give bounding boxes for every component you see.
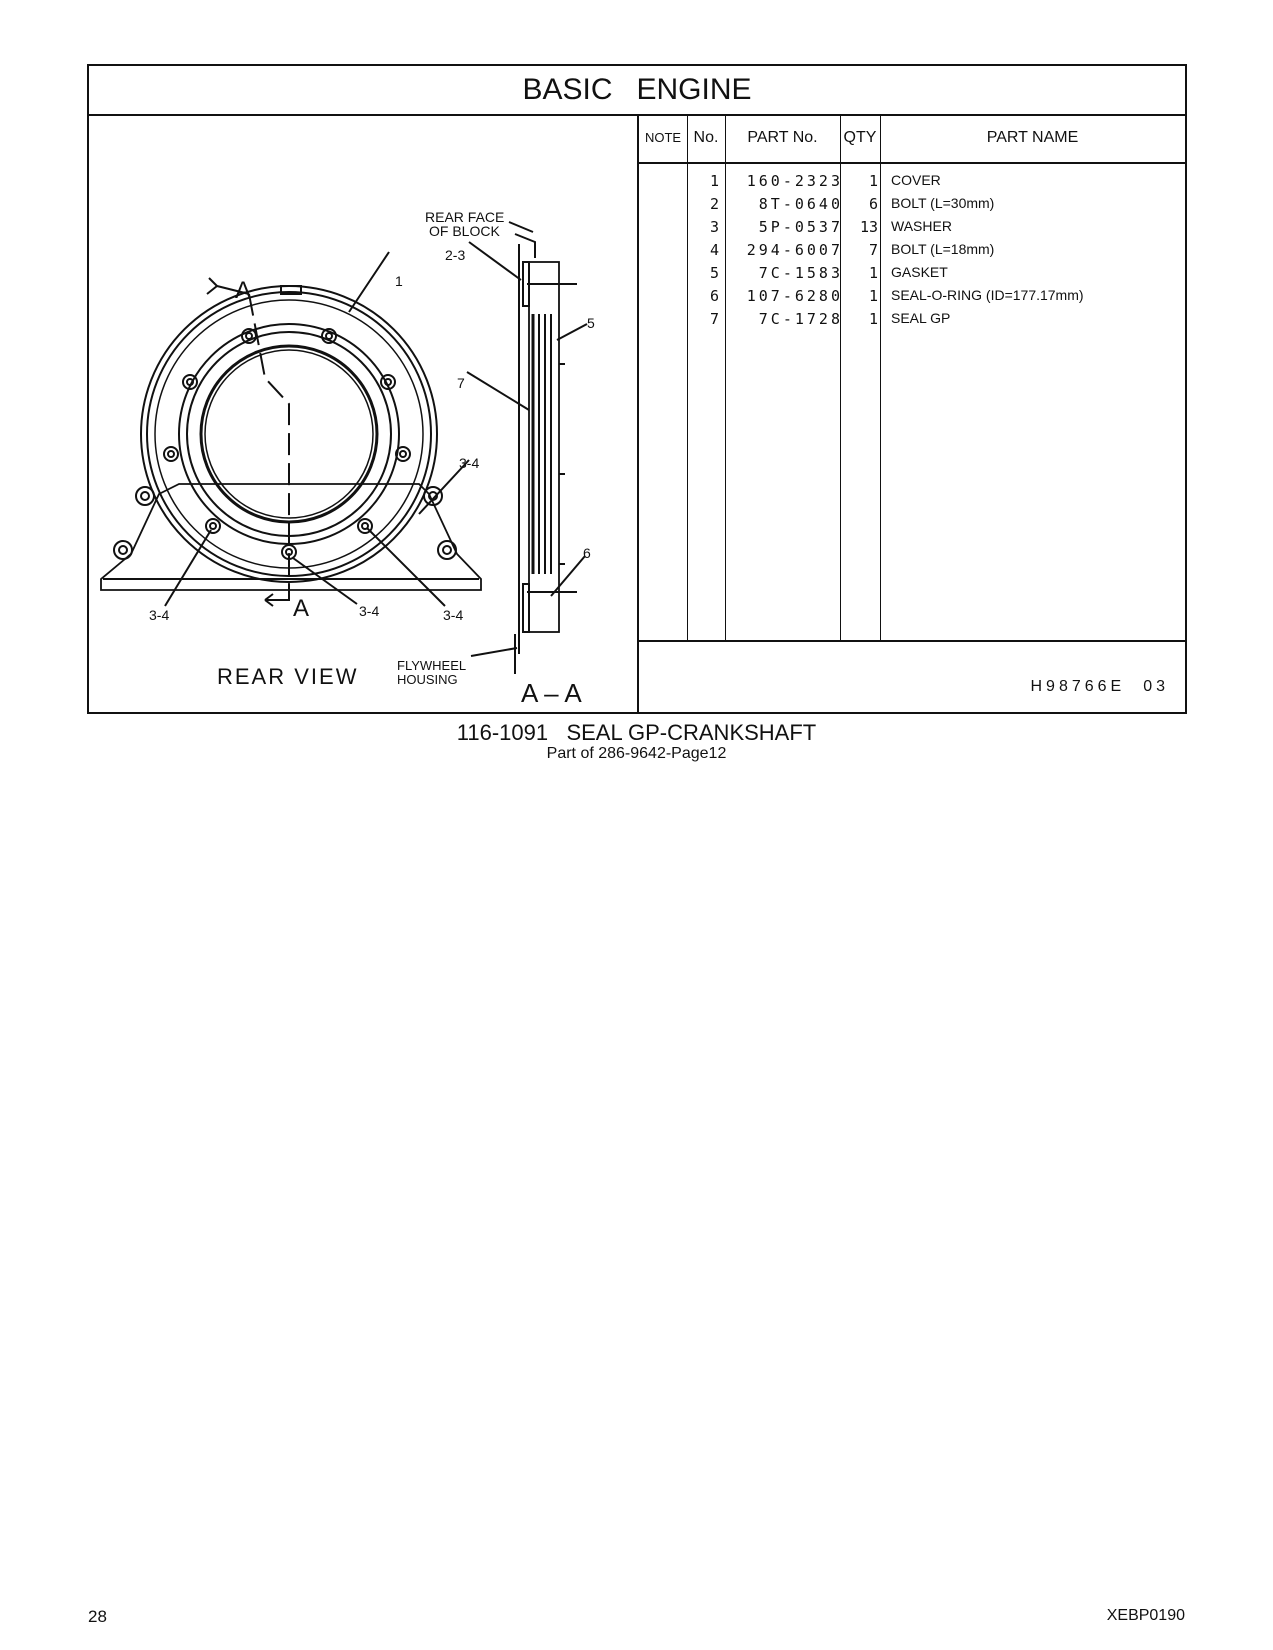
section-letter-bottom: A (293, 595, 310, 622)
illustration-revision: 03 (1143, 678, 1169, 695)
callout-3-4-center: 3-4 (359, 603, 380, 619)
callout-7: 7 (457, 375, 465, 391)
row-no: 3 (709, 218, 719, 236)
row-no: 6 (709, 287, 719, 305)
row-part-no: 160-2323 (746, 172, 843, 190)
callout-5: 5 (587, 315, 595, 331)
table-row (639, 287, 1185, 310)
callout-6: 6 (583, 545, 591, 561)
row-part-name: BOLT (L=30mm) (891, 195, 995, 211)
illustration-number: H98766E (1030, 678, 1126, 695)
header-divider (639, 162, 1185, 164)
row-part-no: 107-6280 (746, 287, 843, 305)
row-part-no: 294-6007 (746, 241, 843, 259)
group-subcaption: Part of 286-9642-Page12 (546, 745, 727, 762)
header-part-no: PART No. (747, 129, 818, 146)
row-part-name: WASHER (891, 218, 952, 234)
label-rear-face-line1: REAR FACE (425, 209, 505, 225)
section-title (89, 66, 1185, 116)
illustration-code (1030, 678, 1169, 696)
table-row (639, 310, 1185, 333)
exploded-drawing (89, 114, 639, 714)
crankshaft-seal-illustration (89, 114, 637, 714)
header-note: NOTE (644, 130, 682, 145)
label-section-a-a: A – A (521, 678, 582, 708)
row-qty: 6 (868, 195, 878, 213)
title-word-1: BASIC (522, 73, 613, 106)
row-part-no: 8T-0640 (758, 195, 843, 213)
table-row (639, 241, 1185, 264)
row-part-no: 5P-0537 (758, 218, 843, 236)
callout-3-4-far-right: 3-4 (443, 607, 464, 623)
row-qty: 7 (868, 241, 878, 259)
callout-3-4-left: 3-4 (149, 607, 170, 623)
callout-3-4-right: 3-4 (459, 455, 480, 471)
document-id: XEBP0190 (1106, 1607, 1185, 1624)
row-part-name: GASKET (891, 264, 948, 280)
row-no: 1 (709, 172, 719, 190)
row-no: 4 (709, 241, 719, 259)
row-part-no: 7C-1583 (758, 264, 843, 282)
label-rear-view: REAR VIEW (217, 664, 359, 689)
callout-1: 1 (395, 273, 403, 289)
row-no: 5 (709, 264, 719, 282)
page-number: 28 (88, 1607, 107, 1626)
row-part-name: COVER (891, 172, 941, 188)
row-part-name: SEAL GP (891, 310, 951, 326)
row-part-name: BOLT (L=18mm) (891, 241, 995, 257)
footer-divider (639, 640, 1185, 642)
row-no: 2 (709, 195, 719, 213)
row-qty: 1 (868, 310, 878, 328)
parts-page-frame (87, 64, 1187, 714)
table-row (639, 218, 1185, 241)
table-row (639, 172, 1185, 195)
header-qty: QTY (843, 129, 877, 146)
row-part-no: 7C-1728 (758, 310, 843, 328)
row-qty: 1 (868, 264, 878, 282)
callout-2-3: 2-3 (445, 247, 466, 263)
section-letter-top: A (235, 277, 252, 304)
label-flywheel-line2: HOUSING (397, 672, 458, 687)
row-qty: 13 (859, 218, 878, 236)
header-part-name: PART NAME (986, 129, 1079, 146)
row-qty: 1 (868, 287, 878, 305)
parts-list (639, 114, 1185, 714)
table-row (639, 195, 1185, 218)
label-flywheel-line1: FLYWHEEL (397, 658, 467, 673)
row-part-name: SEAL-O-RING (ID=177.17mm) (891, 287, 1084, 303)
row-qty: 1 (868, 172, 878, 190)
row-no: 7 (709, 310, 719, 328)
table-row (639, 264, 1185, 287)
label-rear-face-line2: OF BLOCK (429, 223, 500, 239)
title-word-2: ENGINE (636, 73, 752, 106)
group-caption: 116-1091 SEAL GP-CRANKSHAFT (456, 720, 817, 745)
header-no: No. (693, 129, 719, 146)
